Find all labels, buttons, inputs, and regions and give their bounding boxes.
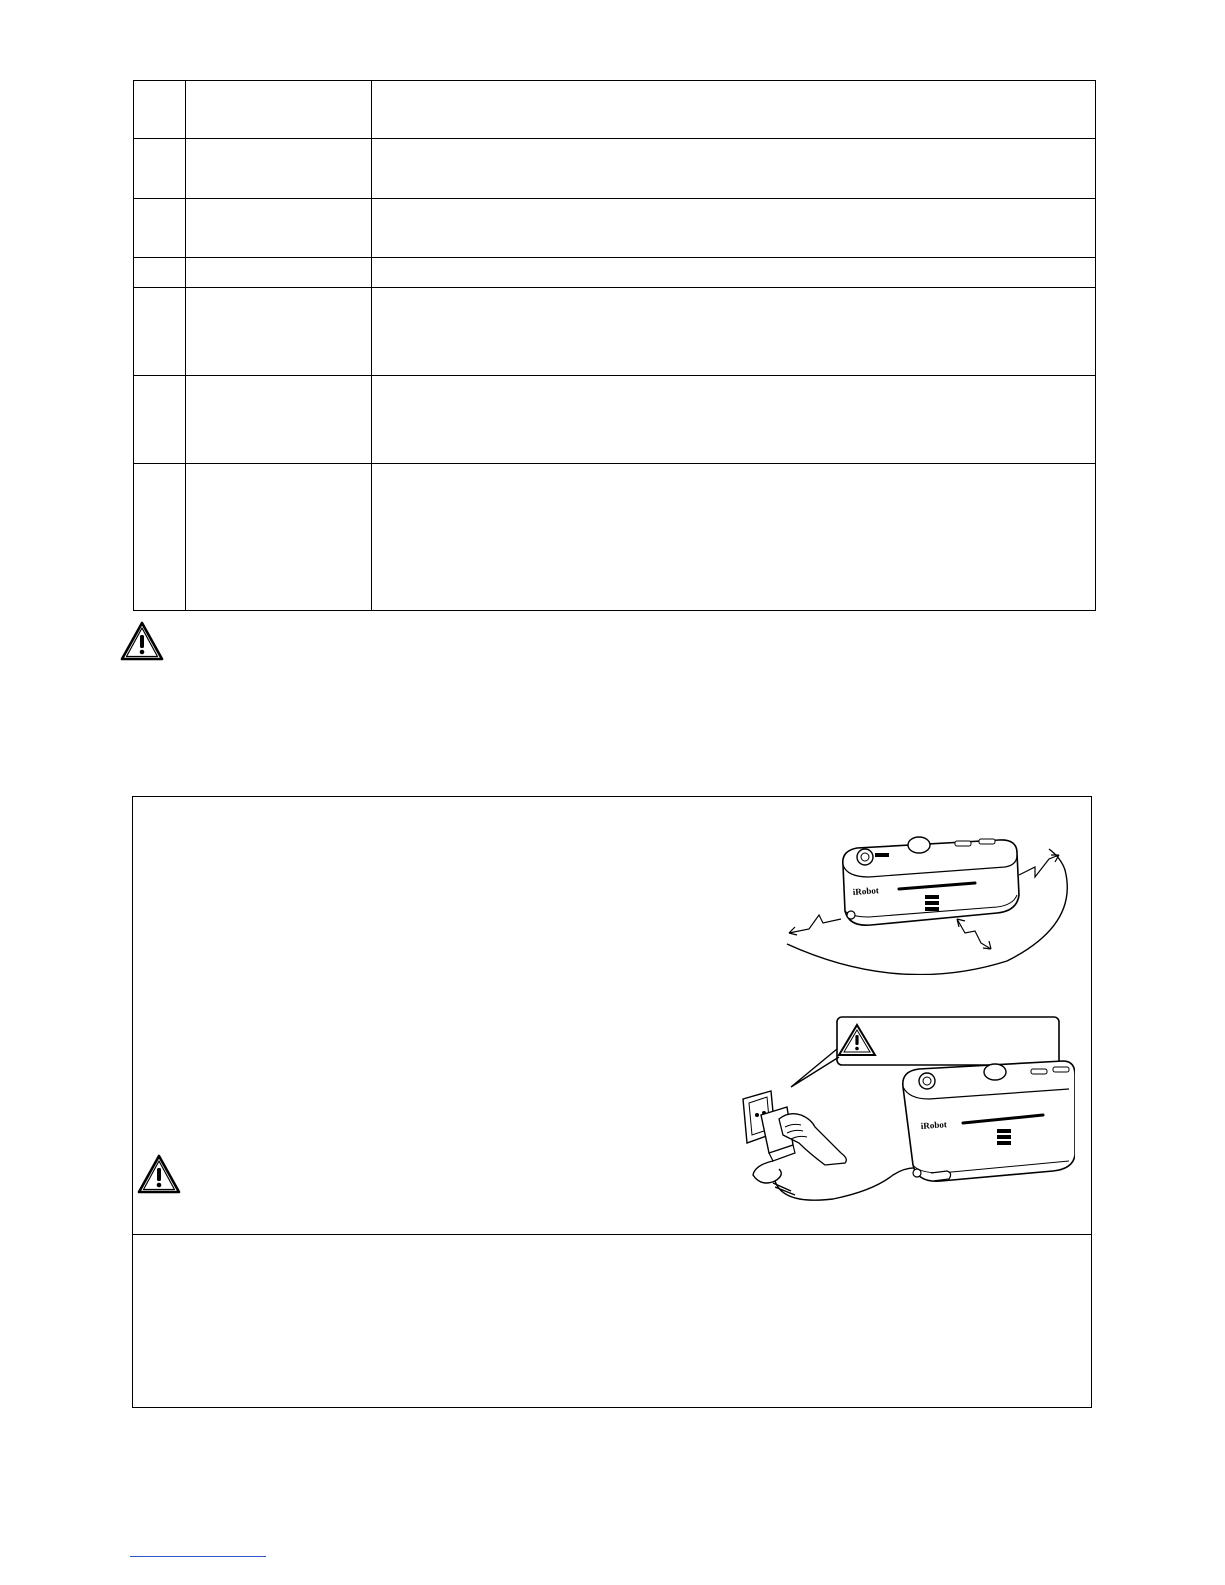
table-row bbox=[134, 199, 1096, 258]
row-description bbox=[372, 199, 1096, 258]
row-number bbox=[134, 81, 186, 139]
warning-triangle-icon bbox=[137, 1153, 181, 1195]
spec-table bbox=[133, 80, 1096, 611]
row-number bbox=[134, 464, 186, 611]
section-divider bbox=[133, 1234, 1091, 1235]
row-name bbox=[186, 258, 372, 288]
table-row bbox=[134, 464, 1096, 611]
row-number bbox=[134, 288, 186, 376]
row-number bbox=[134, 376, 186, 464]
row-number bbox=[134, 139, 186, 199]
table-row bbox=[134, 81, 1096, 139]
warning-triangle-icon bbox=[120, 620, 164, 662]
table-row bbox=[134, 288, 1096, 376]
row-description bbox=[372, 288, 1096, 376]
row-name bbox=[186, 139, 372, 199]
row-name bbox=[186, 464, 372, 611]
row-description bbox=[372, 81, 1096, 139]
table-row bbox=[134, 376, 1096, 464]
row-description bbox=[372, 464, 1096, 611]
row-number bbox=[134, 258, 186, 288]
row-name bbox=[186, 376, 372, 464]
row-name bbox=[186, 288, 372, 376]
home-base-clearance-illustration bbox=[779, 815, 1079, 975]
row-description bbox=[372, 139, 1096, 199]
row-name bbox=[186, 199, 372, 258]
row-number bbox=[134, 199, 186, 258]
footnote-rule bbox=[130, 1556, 266, 1557]
svg-text:iRobot: iRobot bbox=[852, 885, 880, 897]
row-name bbox=[186, 81, 372, 139]
table-row bbox=[134, 139, 1096, 199]
row-description bbox=[372, 258, 1096, 288]
row-description bbox=[372, 376, 1096, 464]
installation-box bbox=[132, 796, 1092, 1408]
power-adapter-illustration bbox=[713, 1015, 1075, 1215]
table-row bbox=[134, 258, 1096, 288]
base-logo: iRobot bbox=[920, 1119, 948, 1131]
